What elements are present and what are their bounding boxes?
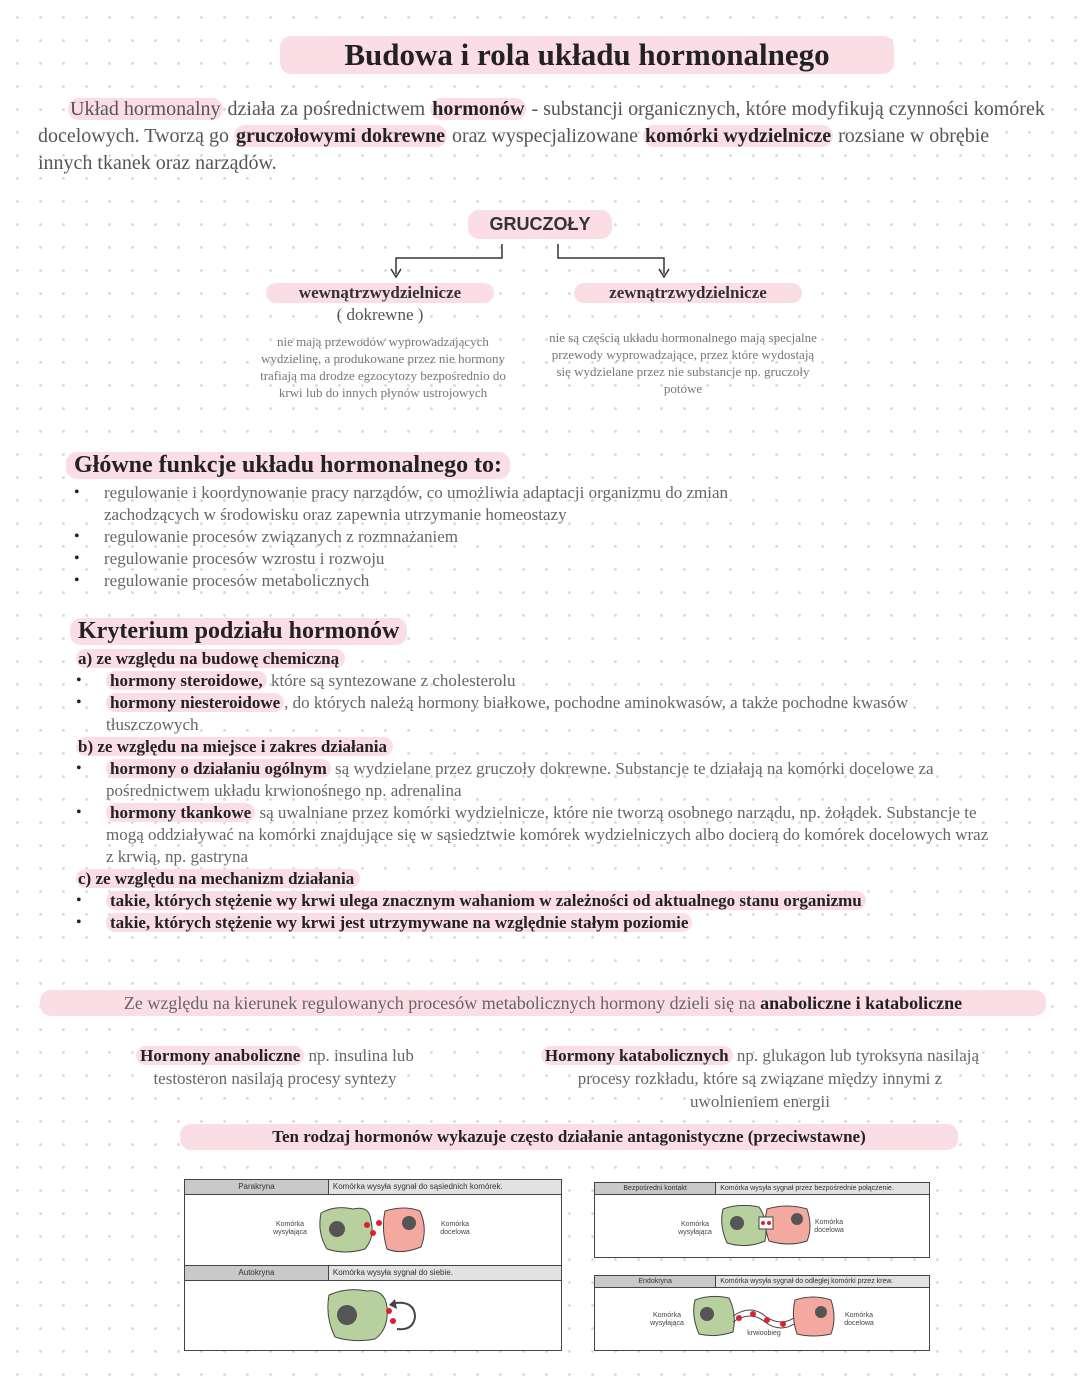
target-label: Komórka docelowa bbox=[844, 1312, 874, 1327]
term: hormony steroidowe, bbox=[106, 671, 267, 690]
metabolic-text: Ze względu na kierunek regulowanych procesów metabolicznych hormony dzieli się na bbox=[123, 993, 761, 1013]
term: hormony tkankowe bbox=[106, 803, 255, 822]
antagonist-note: Ten rodzaj hormonów wykazuje często działanie antagonistyczne (przeciwstawne) bbox=[180, 1124, 958, 1150]
glands-title: GRUCZOŁY bbox=[468, 210, 612, 239]
autocrine-desc: Komórka wysyła sygnał do siebie. bbox=[329, 1266, 561, 1280]
list-item: • regulowanie procesów metabolicznych bbox=[74, 570, 754, 592]
term-desc: są uwalniane przez komórki wydzielnicze, które nie tworzą osobnego narządu, np. żołądek. Substancje te mogą oddziaływać na komórki znajdujące się w sąsiedztwie komórek wydzielniczych albo docierą do komórek docelowych wraz z krwią, np. gastryna bbox=[106, 803, 989, 866]
exocrine-title: zewnątrzwydzielnicze bbox=[574, 283, 802, 303]
endocrine-sub: ( dokrewne ) bbox=[336, 305, 424, 324]
list-item bbox=[76, 912, 996, 934]
intro-text: rozsiane w obrębie innych tkanek oraz narządów. bbox=[38, 125, 990, 174]
term: takie, których stężenie wy krwi jest utrzymywane na względnie stałym poziomie bbox=[106, 913, 692, 932]
list-item bbox=[76, 802, 996, 868]
contact-label: Bezpośredni kontakt bbox=[595, 1183, 716, 1194]
functions-title: Główne funkcje układu hormonalnego to: bbox=[66, 452, 510, 479]
endocrine-diagram bbox=[594, 1275, 930, 1351]
exocrine-desc: nie są częścią układu hormonalnego mają specjalne przewody wyprowadzające, przez które wydostają się wydzielane przez nie substancje np. gruczoły potowe bbox=[549, 330, 817, 396]
criteria-a-title: a) ze względu na budowę chemiczną bbox=[76, 649, 345, 668]
endocrine-label: Endokryna bbox=[595, 1276, 716, 1287]
paracrine-panel bbox=[185, 1195, 561, 1266]
term-desc: które są syntezowane z cholesterolu bbox=[266, 671, 516, 690]
endocrine-title: wewnątrzwydzielnicze bbox=[266, 283, 494, 303]
contact-desc: Komórka wysyła sygnał przez bezpośrednie połączenie. bbox=[716, 1183, 929, 1194]
metabolic-line bbox=[40, 990, 1046, 1016]
signaling-diagram-left bbox=[184, 1179, 562, 1351]
paracrine-label: Parakryna bbox=[185, 1180, 329, 1194]
term-desc: , do których należą hormony białkowe, pochodne aminokwasów, a także pochodne kwasów tłuszczowych bbox=[106, 693, 909, 734]
criteria-c-title: c) ze względu na mechanizm działania bbox=[76, 869, 360, 888]
criteria-title: Kryterium podziału hormonów bbox=[70, 618, 407, 645]
catabolic-title: Hormony katabolicznych bbox=[541, 1046, 733, 1065]
catabolic-note bbox=[540, 1044, 980, 1113]
term-desc: są wydzielane przez gruczoły dokrewne. Substancje te działają na komórki docelowe za pośrednictwem układu krwionośnego np. adrenalina bbox=[106, 759, 934, 800]
sender-label: Komórka wysyłająca bbox=[273, 1221, 307, 1236]
intro-text: oraz wyspecjalizowane bbox=[447, 125, 644, 147]
intro-glands: gruczołowymi dokrewne bbox=[235, 125, 446, 147]
target-label: Komórka docelowa bbox=[440, 1221, 470, 1236]
autocrine-cell bbox=[323, 1285, 423, 1345]
list-item bbox=[76, 890, 996, 912]
endocrine-desc: nie mają przewodów wyprowadzających wydzielinę, a produkowane przez nie hormony trafiają ma drodze egzocytozy bezpośrednio do krwi lub do innych płynów ustrojowych bbox=[260, 334, 506, 400]
blood-label: krwioobieg bbox=[747, 1330, 781, 1337]
intro-cells: komórki wydzielnicze bbox=[645, 125, 832, 147]
term: takie, których stężenie wy krwi ulega znacznym wahaniom w zależności od aktualnego stanu organizmu bbox=[106, 891, 866, 910]
paracrine-desc: Komórka wysyła sygnał do sąsiednich komórek. bbox=[329, 1180, 561, 1194]
term: hormony niesteroidowe bbox=[106, 693, 284, 712]
page-title: Budowa i rola układu hormonalnego bbox=[280, 36, 894, 74]
list-item: • regulowanie procesów wzrostu i rozwoju bbox=[74, 548, 754, 570]
intro-paragraph bbox=[38, 96, 1048, 177]
autocrine-label: Autokryna bbox=[185, 1266, 329, 1280]
criteria-block bbox=[76, 648, 996, 934]
list-item bbox=[76, 692, 996, 736]
list-item bbox=[76, 670, 996, 692]
anabolic-title: Hormony anaboliczne bbox=[136, 1046, 304, 1065]
intro-text: - substancji organicznych, które modyfikują czynności komórek docelowych. Tworzą go bbox=[38, 98, 1045, 147]
intro-hormones: hormonów bbox=[432, 98, 525, 120]
functions-list bbox=[74, 482, 754, 592]
target-label: Komórka docelowa bbox=[814, 1219, 844, 1234]
metabolic-types: anaboliczne i kataboliczne bbox=[760, 993, 963, 1013]
sender-label: Komórka wysyłająca bbox=[650, 1312, 684, 1327]
sender-label: Komórka wysyłająca bbox=[678, 1221, 712, 1236]
intro-topic: Układ hormonalny bbox=[70, 98, 221, 120]
autocrine-panel bbox=[185, 1281, 561, 1349]
criteria-b-title: b) ze względu na miejsce i zakres działania bbox=[76, 737, 393, 756]
anabolic-desc: np. insulina lub testosteron nasilają procesy syntezy bbox=[153, 1046, 414, 1088]
anabolic-note bbox=[100, 1044, 450, 1090]
list-item: • regulowanie i koordynowanie pracy narządów, co umożliwia adaptacji organizmu do zmian zachodzących w środowisku oraz zapewnia utrzymanie homeostazy bbox=[74, 482, 754, 526]
glands-arrows bbox=[380, 236, 680, 281]
contact-diagram bbox=[594, 1182, 930, 1258]
catabolic-desc: np. glukagon lub tyroksyna nasilają procesy rozkładu, które są związane między innymi z uwolnieniem energii bbox=[577, 1046, 980, 1111]
list-item bbox=[76, 758, 996, 802]
list-item: • regulowanie procesów związanych z rozmnażaniem bbox=[74, 526, 754, 548]
endocrine-cells bbox=[691, 1292, 841, 1344]
endocrine-diag-desc: Komórka wysyła sygnał do odległej komórki przez krew. bbox=[716, 1276, 929, 1287]
paracrine-cells bbox=[315, 1203, 430, 1259]
contact-cells bbox=[719, 1201, 813, 1251]
term: hormony o działaniu ogólnym bbox=[106, 759, 331, 778]
intro-text: działa za pośrednictwem bbox=[222, 98, 431, 120]
